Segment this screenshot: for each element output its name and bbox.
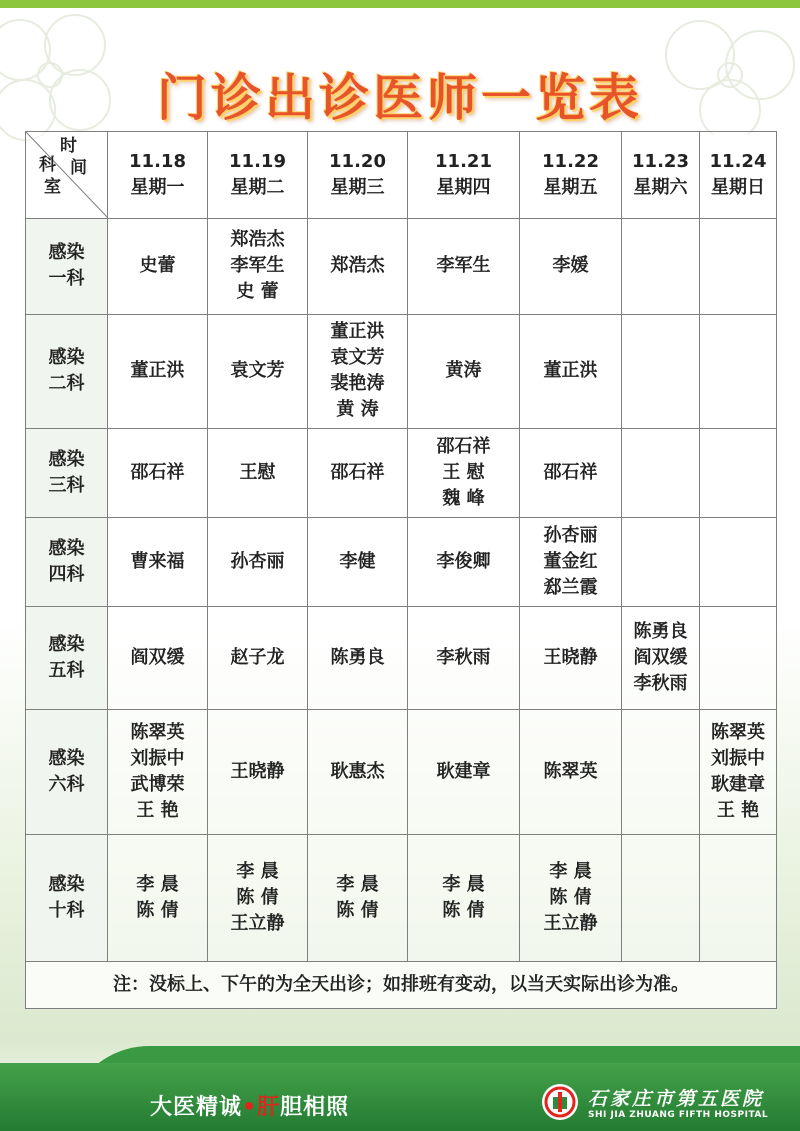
schedule-cell: [408, 835, 520, 961]
schedule-cell: [622, 218, 700, 314]
footer-slogan: 大医精诚•肝胆相照: [150, 1095, 350, 1120]
doctor-name: 王 艳: [136, 800, 179, 822]
table-row: [26, 314, 777, 428]
schedule-cell: [108, 517, 208, 606]
doctor-name: 阎双缓: [130, 646, 185, 668]
doctor-name: 邵石祥: [436, 435, 491, 457]
schedule-cell: [622, 517, 700, 606]
schedule-cell: [208, 606, 308, 709]
doctor-name: 李 晨: [136, 873, 179, 895]
doctor-name: 王立静: [543, 912, 598, 934]
doctor-name: 郑浩杰: [230, 229, 285, 251]
schedule-cell: [700, 606, 777, 709]
day-header-wed: 11.20 星期三: [308, 132, 408, 219]
schedule-cell: [208, 429, 308, 518]
schedule-cell: [700, 218, 777, 314]
doctor-name: 李俊卿: [436, 550, 491, 572]
day-header-tue: 11.19 星期二: [208, 132, 308, 219]
schedule-cell: [700, 709, 777, 834]
dept-label: 感染: [48, 537, 85, 559]
schedule-cell: [520, 606, 622, 709]
schedule-cell: [108, 606, 208, 709]
doctor-name: 史蕾: [139, 255, 176, 277]
doctor-name: 李媛: [552, 255, 589, 277]
doctor-name: 李 晨: [549, 860, 592, 882]
doctor-name: 王 艳: [716, 800, 760, 822]
doctor-name: 陈 倩: [442, 899, 485, 921]
doctor-name: 黄 涛: [336, 399, 379, 421]
dept-cell: [26, 314, 108, 428]
dept-cell: [26, 709, 108, 834]
dept-label: 四科: [48, 563, 85, 585]
dept-label: 五科: [48, 659, 85, 681]
doctor-name: 阎双缓: [633, 646, 688, 668]
dept-label: 感染: [48, 448, 85, 470]
doctor-name: 耿建章: [711, 774, 765, 796]
doctor-name: 陈 倩: [336, 899, 379, 921]
doctor-name: 李健: [339, 550, 376, 572]
schedule-cell: [408, 606, 520, 709]
schedule-cell: [700, 314, 777, 428]
doctor-name: 王 慰: [442, 461, 485, 483]
doctor-name: 陈 倩: [136, 899, 179, 921]
schedule-cell: [308, 218, 408, 314]
doctor-name: 李秋雨: [436, 646, 491, 668]
day-header-mon: 11.18 星期一: [108, 132, 208, 219]
doctor-name: 王晓静: [230, 761, 285, 783]
schedule-cell: [308, 429, 408, 518]
doctor-name: 陈 倩: [549, 886, 592, 908]
doctor-name: 王立静: [230, 912, 285, 934]
doctor-name: 赵子龙: [230, 646, 285, 668]
doctor-name: 裴艳涛: [330, 373, 385, 395]
doctor-name: 李军生: [230, 255, 285, 277]
dept-label: 感染: [48, 873, 85, 895]
doctor-name: 耿惠杰: [330, 761, 385, 783]
doctor-name: 郄兰霞: [543, 576, 598, 598]
doctor-name: 王晓静: [543, 646, 598, 668]
footnote: 注：没标上、下午的为全天出诊；如排班有变动，以当天实际出诊为准。: [26, 961, 777, 1009]
day-header-thu: 11.21 星期四: [408, 132, 520, 219]
schedule-cell: [622, 606, 700, 709]
schedule-cell: [408, 709, 520, 834]
schedule-cell: [408, 218, 520, 314]
header-row: [26, 132, 777, 219]
doctor-name: 陈翠英: [130, 722, 185, 744]
table-row: [26, 218, 777, 314]
schedule-cell: [700, 429, 777, 518]
schedule-cell: [408, 429, 520, 518]
doctor-name: 曹来福: [130, 550, 185, 572]
doctor-name: 邵石祥: [130, 461, 185, 483]
schedule-cell: [208, 218, 308, 314]
schedule-cell: [700, 517, 777, 606]
doctor-name: 董正洪: [130, 360, 185, 382]
doctor-name: 邵石祥: [330, 461, 385, 483]
corner-cell: [26, 132, 108, 219]
schedule-cell: [520, 429, 622, 518]
doctor-name: 刘振中: [711, 748, 765, 770]
dept-cell: [26, 517, 108, 606]
doctor-name: 袁文芳: [330, 347, 385, 369]
schedule-cell: [408, 517, 520, 606]
schedule-cell: [408, 314, 520, 428]
table-row: [26, 835, 777, 961]
hospital-name-en: SHI JIA ZHUANG FIFTH HOSPITAL: [588, 1110, 769, 1120]
table-row: [26, 517, 777, 606]
top-accent-bar: [0, 0, 800, 8]
doctor-name: 陈勇良: [633, 620, 688, 642]
doctor-name: 李 晨: [336, 873, 379, 895]
doctor-name: 陈 倩: [236, 886, 279, 908]
schedule-cell: [308, 835, 408, 961]
doctor-name: 董金红: [543, 550, 598, 572]
day-header-sun: 11.24 星期日: [700, 132, 777, 219]
doctor-name: 刘振中: [130, 748, 185, 770]
dept-cell: [26, 218, 108, 314]
schedule-cell: [308, 517, 408, 606]
schedule-cell: [520, 314, 622, 428]
doctor-name: 董正洪: [543, 360, 598, 382]
schedule-table: [25, 131, 777, 1009]
doctor-name: 王慰: [239, 461, 276, 483]
schedule-cell: [108, 218, 208, 314]
schedule-cell: [622, 314, 700, 428]
schedule-cell: [622, 835, 700, 961]
doctor-name: 李 晨: [236, 860, 279, 882]
dept-cell: [26, 606, 108, 709]
doctor-name: 袁文芳: [230, 360, 285, 382]
dept-label: 三科: [48, 474, 85, 496]
table-row: [26, 709, 777, 834]
dept-label: 一科: [48, 268, 85, 290]
dept-cell: [26, 835, 108, 961]
schedule-cell: [622, 709, 700, 834]
doctor-name: 李军生: [436, 255, 491, 277]
schedule-cell: [108, 835, 208, 961]
doctor-name: 耿建章: [436, 761, 491, 783]
schedule-cell: [520, 835, 622, 961]
corner-time-label: 时 间: [60, 136, 87, 178]
doctor-name: 魏 峰: [442, 487, 485, 509]
dept-cell: [26, 429, 108, 518]
doctor-name: 陈翠英: [711, 722, 765, 744]
hospital-logo-icon: [540, 1082, 580, 1122]
day-header-fri: 11.22 星期五: [520, 132, 622, 219]
doctor-name: 李秋雨: [633, 672, 688, 694]
dept-label: 感染: [48, 347, 85, 369]
schedule-cell: [208, 835, 308, 961]
schedule-cell: [520, 709, 622, 834]
doctor-name: 郑浩杰: [330, 255, 385, 277]
dept-label: 十科: [48, 899, 85, 921]
dept-label: 二科: [48, 373, 85, 395]
doctor-name: 李 晨: [442, 873, 485, 895]
dept-label: 六科: [48, 774, 85, 796]
note-row: [26, 961, 777, 1009]
corner-dept-label: 科 室: [39, 155, 61, 197]
schedule-cell: [208, 517, 308, 606]
schedule-cell: [308, 606, 408, 709]
doctor-name: 孙杏丽: [230, 550, 285, 572]
table-row: [26, 429, 777, 518]
schedule-cell: [208, 314, 308, 428]
doctor-name: 陈勇良: [330, 646, 385, 668]
schedule-cell: [308, 709, 408, 834]
schedule-cell: [520, 517, 622, 606]
dept-label: 感染: [48, 633, 85, 655]
day-header-sat: 11.23 星期六: [622, 132, 700, 219]
schedule-cell: [700, 835, 777, 961]
doctor-name: 董正洪: [330, 321, 385, 343]
table-row: [26, 606, 777, 709]
schedule-cell: [108, 314, 208, 428]
doctor-name: 史 蕾: [236, 281, 279, 303]
dept-label: 感染: [48, 242, 85, 264]
schedule-cell: [622, 429, 700, 518]
schedule-cell: [308, 314, 408, 428]
hospital-name-cn: 石家庄市第五医院: [588, 1088, 765, 1110]
page-title: 门诊出诊医师一览表: [157, 69, 643, 127]
doctor-name: 黄涛: [445, 360, 482, 382]
schedule-cell: [108, 709, 208, 834]
doctor-name: 孙杏丽: [543, 524, 598, 546]
schedule-cell: [520, 218, 622, 314]
schedule-cell: [208, 709, 308, 834]
schedule-cell: [108, 429, 208, 518]
doctor-name: 武博荣: [130, 774, 185, 796]
doctor-name: 邵石祥: [543, 461, 598, 483]
dept-label: 感染: [48, 748, 85, 770]
doctor-name: 陈翠英: [543, 761, 598, 783]
